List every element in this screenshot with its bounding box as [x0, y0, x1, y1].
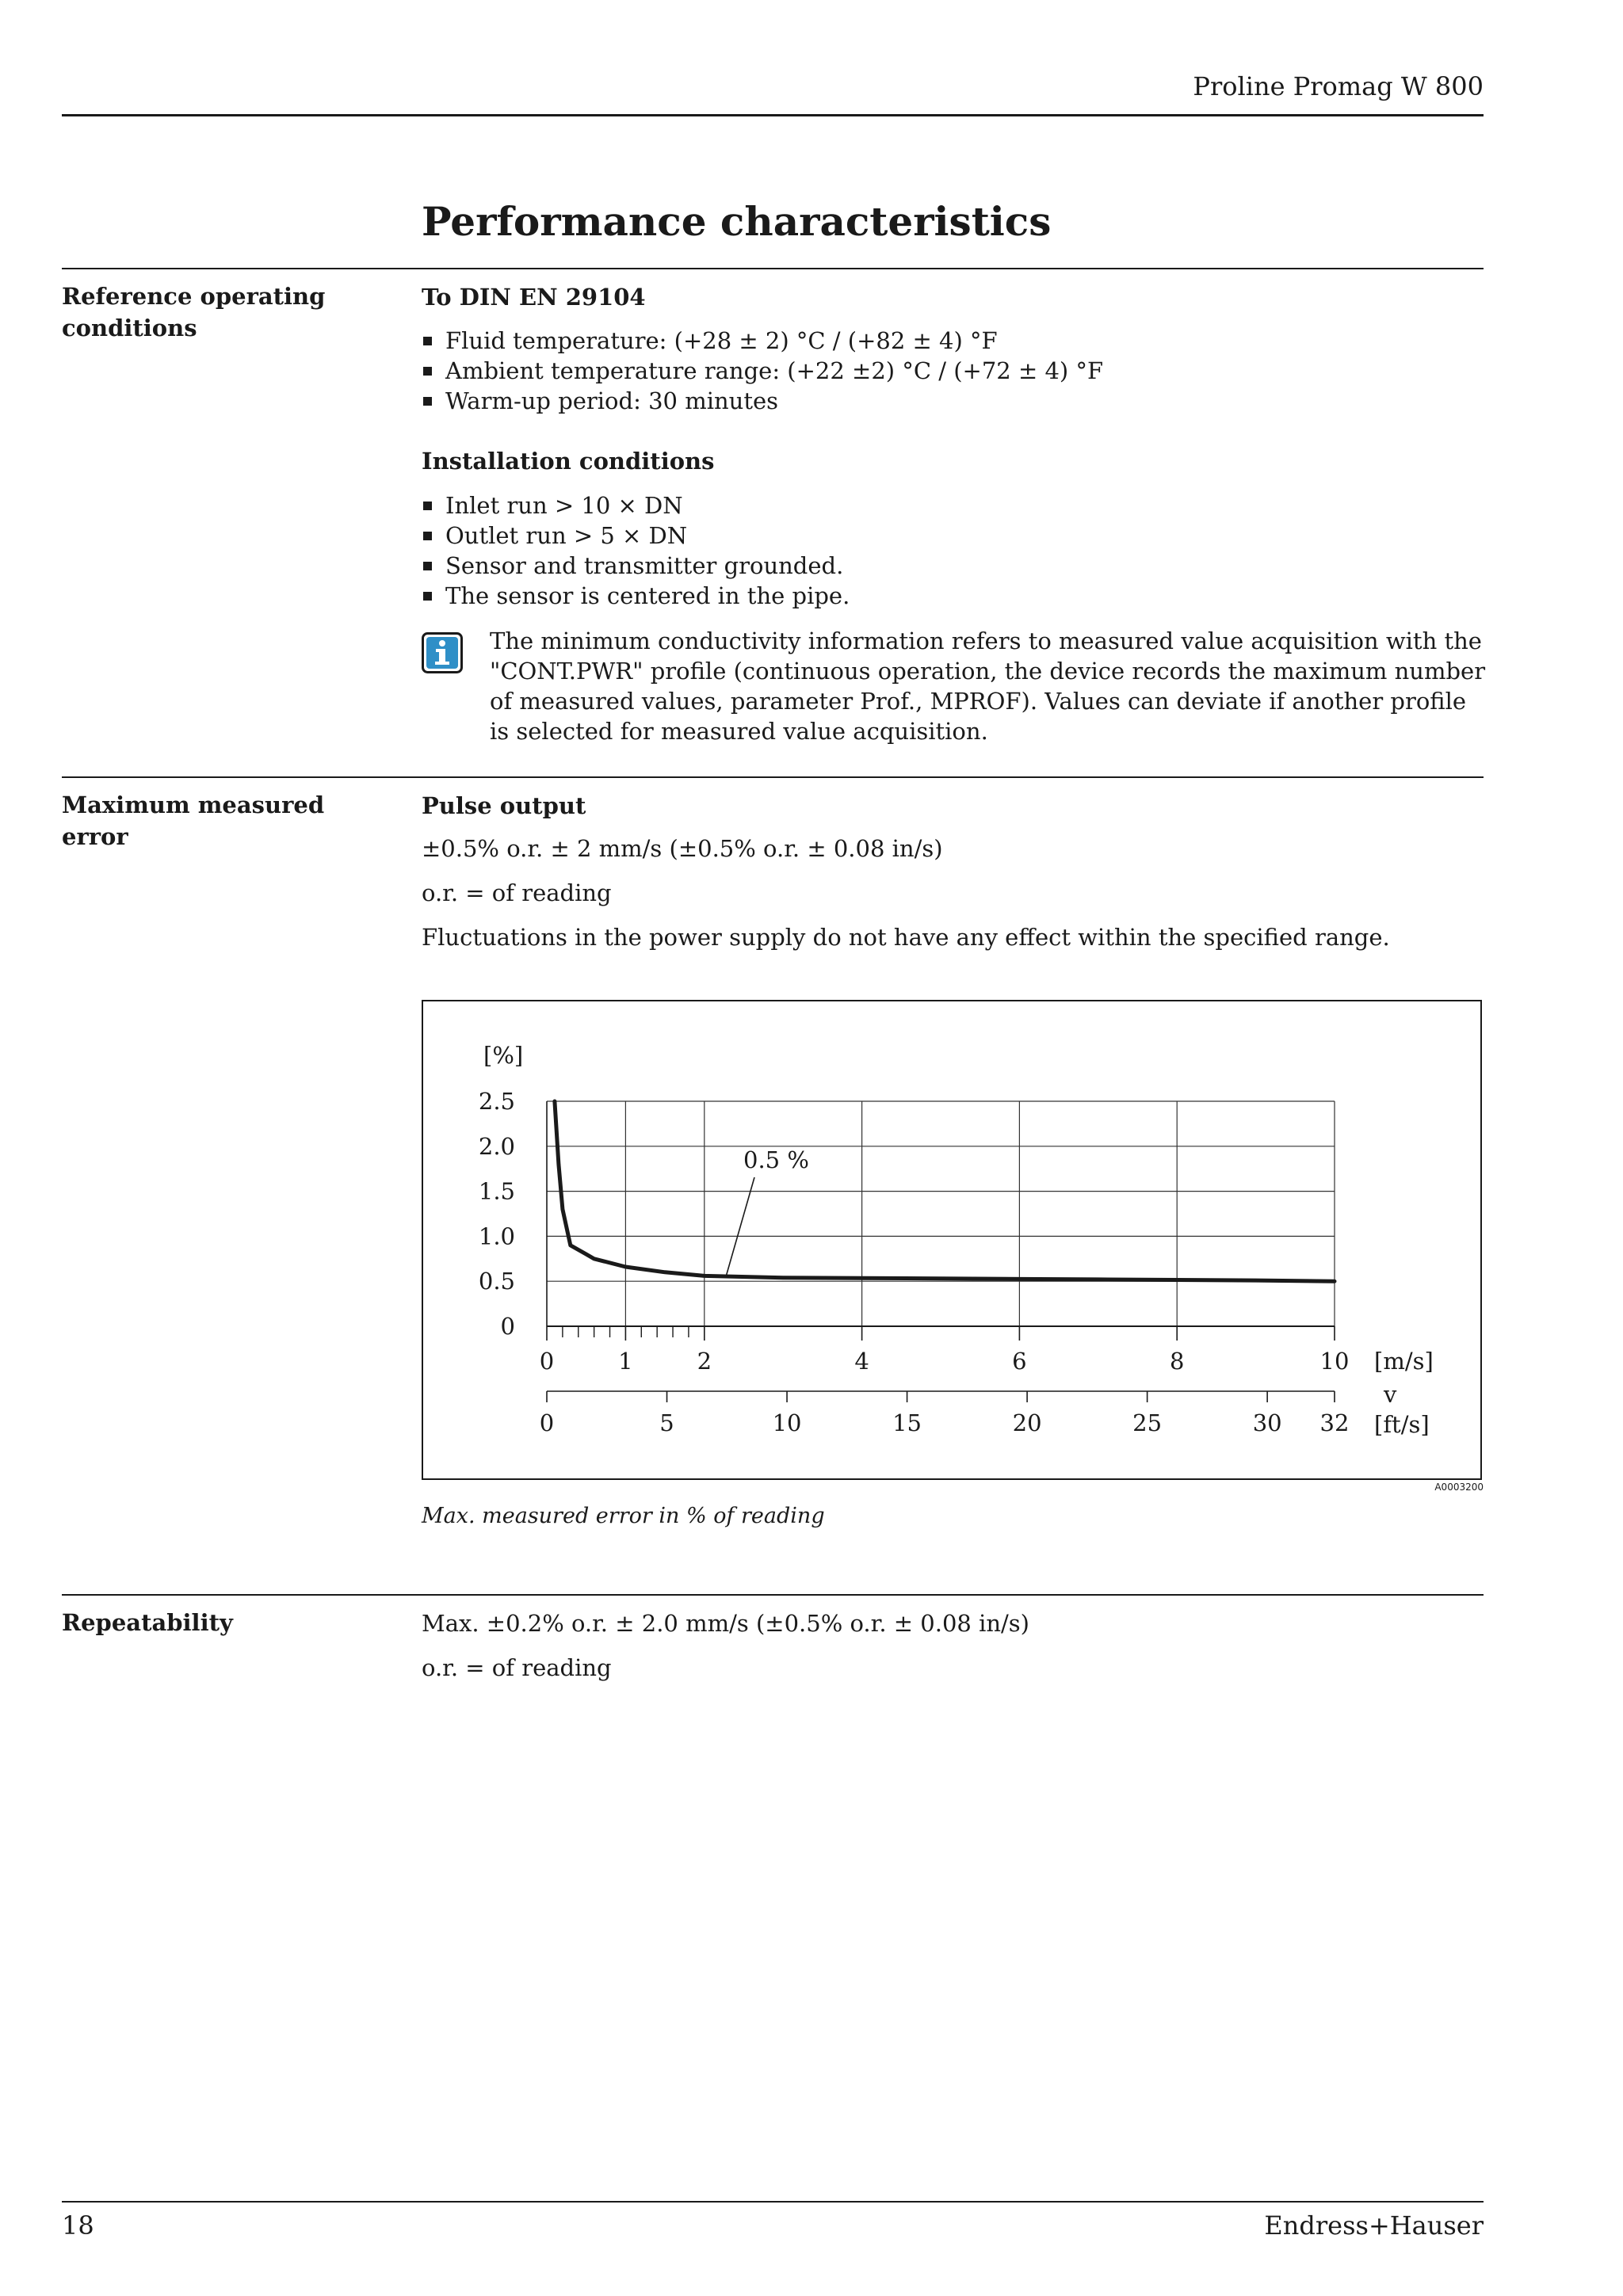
section-divider	[62, 268, 1484, 269]
x-tick-label-fts: 0	[539, 1409, 555, 1436]
x-tick-label-ms: 10	[1319, 1348, 1350, 1375]
x-tick-label-ms: 4	[854, 1348, 869, 1375]
annotation-label: 0.5 %	[743, 1146, 809, 1173]
info-icon	[422, 632, 463, 673]
y-tick-label: 1.5	[478, 1177, 515, 1205]
figure-id: A0003200	[1434, 1482, 1484, 1493]
installation-heading: Installation conditions	[422, 448, 715, 475]
section-label-reference: Reference operating conditions	[62, 283, 326, 341]
x-tick-label-fts: 15	[892, 1409, 922, 1436]
figure-caption: Max. measured error in % of reading	[422, 1504, 825, 1528]
annotation-leader	[726, 1177, 754, 1277]
x-tick-label-fts: 25	[1132, 1409, 1163, 1436]
x-tick-label-ms: 1	[618, 1348, 633, 1375]
x-tick-label-fts: 10	[772, 1409, 802, 1436]
y-tick-label: 1.0	[478, 1222, 515, 1250]
section-label-repeatability: Repeatability	[62, 1609, 233, 1636]
y-axis-label: [%]	[483, 1042, 524, 1069]
list-item: Warm-up period: 30 minutes	[422, 386, 1103, 416]
chart-frame	[422, 1000, 1482, 1480]
installation-list	[422, 490, 850, 611]
x-tick-label-ms: 0	[539, 1348, 555, 1375]
x-tick-label-fts: 20	[1012, 1409, 1042, 1436]
or-definition: o.r. = of reading	[422, 1654, 612, 1681]
section-label-max-error: Maximum measured error	[62, 791, 325, 850]
x-unit-fts: [ft/s]	[1374, 1411, 1430, 1438]
document-header-title: Proline Promag W 800	[1193, 71, 1484, 101]
repeatability-spec: Max. ±0.2% o.r. ± 2.0 mm/s (±0.5% o.r. ± 0.08 in/s)	[422, 1610, 1029, 1637]
max-error-spec: ±0.5% o.r. ± 2 mm/s (±0.5% o.r. ± 0.08 in/s)	[422, 835, 943, 862]
x-variable: v	[1384, 1381, 1397, 1408]
standard-heading: To DIN EN 29104	[422, 284, 646, 311]
list-item: Ambient temperature range: (+22 ±2) °C / (+72 ± 4) °F	[422, 356, 1103, 386]
list-item: Outlet run > 5 × DN	[422, 521, 850, 551]
error-chart	[423, 1001, 1480, 1478]
x-tick-label-fts: 5	[659, 1409, 674, 1436]
section-divider	[62, 1594, 1484, 1596]
x-tick-label-ms: 6	[1012, 1348, 1027, 1375]
section-divider	[62, 776, 1484, 778]
x-tick-label-ms: 2	[697, 1348, 712, 1375]
list-item: Sensor and transmitter grounded.	[422, 551, 850, 581]
y-tick-label: 0	[500, 1313, 515, 1340]
header-rule	[62, 114, 1484, 116]
pulse-output-heading: Pulse output	[422, 792, 586, 819]
page-number: 18	[62, 2210, 94, 2241]
or-definition: o.r. = of reading	[422, 879, 612, 906]
x-tick-label-fts: 30	[1252, 1409, 1282, 1436]
brand-name: Endress+Hauser	[1264, 2210, 1484, 2241]
y-tick-label: 0.5	[478, 1268, 515, 1295]
list-item: Fluid temperature: (+28 ± 2) °C / (+82 ± 4) °F	[422, 326, 1103, 356]
y-tick-label: 2.5	[478, 1088, 515, 1115]
footer-rule	[62, 2201, 1484, 2203]
info-note: The minimum conductivity information refers to measured value acquisition with the "CONT.PWR" profile (continuous operation, the device records the maximum number of measured values, parameter Prof., MPROF). Values can deviate if another profile is selected for measured value acquisition.	[490, 627, 1486, 745]
power-supply-note: Fluctuations in the power supply do not have any effect within the specified range.	[422, 924, 1390, 951]
page-title: Performance characteristics	[422, 198, 1052, 245]
list-item: Inlet run > 10 × DN	[422, 490, 850, 521]
x-tick-label-ms: 8	[1169, 1348, 1185, 1375]
list-item: The sensor is centered in the pipe.	[422, 581, 850, 611]
x-unit-ms: [m/s]	[1374, 1348, 1434, 1375]
reference-conditions-list	[422, 326, 1103, 416]
x-tick-label-fts: 32	[1319, 1409, 1350, 1436]
y-tick-label: 2.0	[478, 1132, 515, 1160]
